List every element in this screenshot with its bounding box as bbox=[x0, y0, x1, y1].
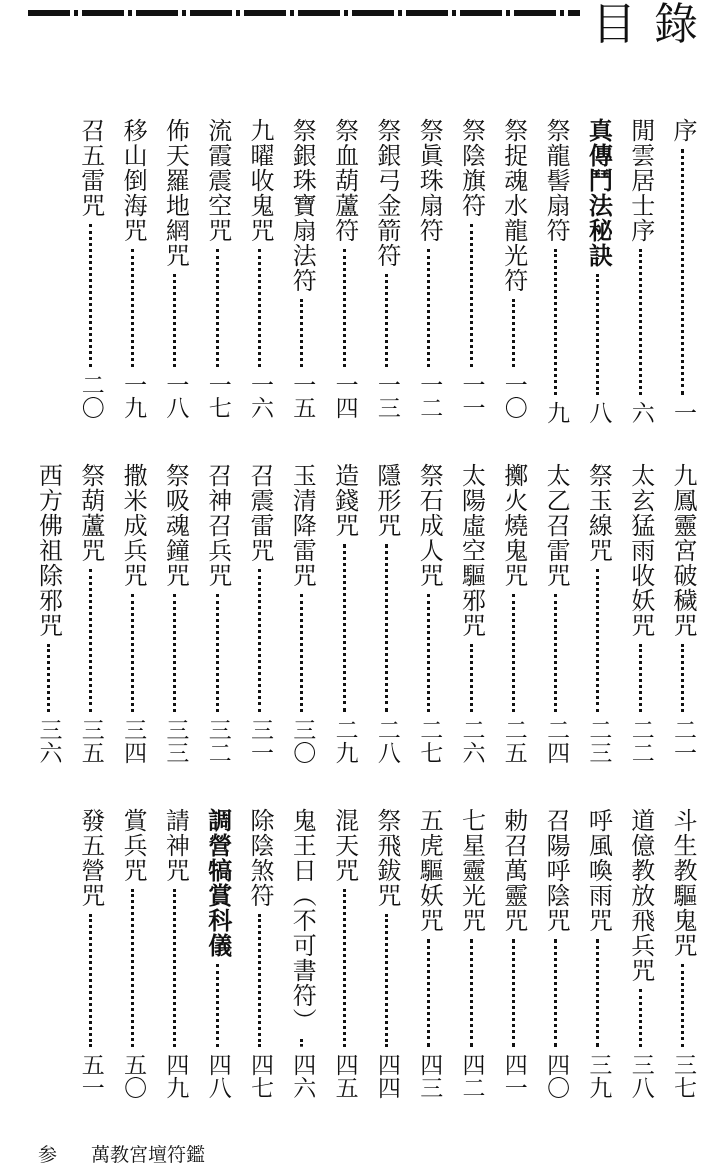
toc-entry bbox=[158, 118, 192, 435]
toc-entry-title: 七星靈光咒 bbox=[457, 808, 486, 933]
leader-dots bbox=[300, 1039, 303, 1047]
toc-entry bbox=[666, 808, 700, 1115]
toc-page-number: 三三 bbox=[162, 718, 189, 764]
toc-entry bbox=[116, 463, 150, 780]
toc-entry bbox=[497, 118, 531, 435]
toc-entry bbox=[328, 118, 362, 435]
toc-entry-title: 祭血葫蘆符 bbox=[330, 118, 359, 243]
toc-entry bbox=[539, 808, 573, 1115]
leader-dots bbox=[216, 964, 219, 1047]
toc-entry bbox=[285, 463, 319, 780]
toc-page-number: 二三 bbox=[585, 718, 612, 764]
leader-dots bbox=[131, 249, 134, 367]
toc-entry bbox=[285, 118, 319, 435]
leader-dots bbox=[173, 889, 176, 1047]
leader-dots bbox=[47, 644, 50, 712]
toc-entry-title: 祭陰旗符 bbox=[457, 118, 486, 218]
leader-dots bbox=[300, 299, 303, 367]
toc-page-number: 二四 bbox=[543, 718, 570, 764]
toc-entry-title: 祭石成人咒 bbox=[415, 463, 444, 588]
toc-entry bbox=[243, 463, 277, 780]
toc-entry bbox=[201, 118, 235, 435]
toc-page-number: 四〇 bbox=[543, 1053, 570, 1099]
toc-entry-title: 九曜收鬼咒 bbox=[246, 118, 274, 243]
toc-page-number: 三九 bbox=[585, 1053, 612, 1099]
toc-entry bbox=[116, 808, 150, 1115]
toc-page-number: 三五 bbox=[77, 718, 104, 764]
toc-entry bbox=[74, 808, 108, 1115]
toc-entry-title: 撒米成兵咒 bbox=[119, 463, 148, 588]
leader-dots bbox=[385, 544, 388, 712]
toc-entry-title: 祭銀珠寶扇法符 bbox=[288, 118, 317, 293]
toc-page-number: 一〇 bbox=[500, 373, 527, 419]
toc-entry bbox=[370, 463, 404, 780]
toc-entry bbox=[74, 118, 108, 435]
leader-dots bbox=[131, 889, 134, 1047]
toc-page-number: 二一 bbox=[670, 718, 696, 764]
toc-entry-title: 擲火燒鬼咒 bbox=[499, 463, 528, 588]
leader-dots bbox=[427, 939, 430, 1047]
leader-dots bbox=[343, 249, 346, 367]
toc-entry-title: 佈天羅地網咒 bbox=[161, 118, 190, 268]
toc-page-number: 一一 bbox=[458, 373, 485, 419]
toc-entry bbox=[455, 118, 489, 435]
toc-entry-title: 混天咒 bbox=[330, 808, 359, 883]
leader-dots bbox=[343, 544, 346, 712]
toc-page-number: 二五 bbox=[500, 718, 527, 764]
toc-page-number: 四六 bbox=[289, 1053, 316, 1099]
leader-dots bbox=[470, 224, 473, 367]
toc-page-number: 四七 bbox=[247, 1053, 273, 1099]
leader-dots bbox=[173, 274, 176, 367]
toc-page-number: 二九 bbox=[331, 718, 358, 764]
toc-entry-title: 鬼王日（不可書符） bbox=[288, 808, 317, 1033]
leader-dots bbox=[470, 939, 473, 1047]
toc-page-number: 一七 bbox=[204, 373, 231, 419]
toc-entry-title: 太乙召雷咒 bbox=[542, 463, 571, 588]
leader-dots bbox=[512, 939, 515, 1047]
toc-entry-title: 祭龍髻扇符 bbox=[542, 118, 571, 243]
leader-dots bbox=[89, 914, 92, 1047]
toc-page-number: 三二 bbox=[204, 718, 231, 764]
leader-dots bbox=[639, 644, 642, 712]
toc-entry-title: 隱形咒 bbox=[372, 463, 401, 538]
toc-entry-title: 呼風喚雨咒 bbox=[584, 808, 613, 933]
toc-entry bbox=[74, 463, 108, 780]
toc-page-number: 二八 bbox=[373, 718, 400, 764]
toc-entry bbox=[666, 118, 700, 435]
toc-page-number: 九 bbox=[543, 401, 570, 424]
toc-page-number: 四九 bbox=[162, 1053, 189, 1099]
toc-page-number: 三六 bbox=[35, 718, 62, 764]
leader-dots bbox=[89, 224, 92, 367]
toc-entry bbox=[412, 808, 446, 1115]
toc-entry bbox=[328, 463, 362, 780]
toc-page-number: 一三 bbox=[373, 373, 400, 419]
toc-entry-title: 召震雷咒 bbox=[246, 463, 274, 563]
footer bbox=[38, 1140, 205, 1167]
toc-page-number: 三四 bbox=[120, 718, 147, 764]
toc-entry bbox=[624, 808, 658, 1115]
leader-dots bbox=[554, 249, 557, 395]
toc-entry bbox=[581, 463, 615, 780]
toc-page-number: 四二 bbox=[458, 1053, 485, 1099]
toc-entry-title: 發五營咒 bbox=[76, 808, 105, 908]
toc-entry-title: 閒雲居士序 bbox=[626, 118, 655, 243]
toc-entry bbox=[243, 808, 277, 1115]
toc-entry bbox=[497, 808, 531, 1115]
toc-entry-title: 玉清降雷咒 bbox=[288, 463, 317, 588]
toc-entry-title: 造錢咒 bbox=[330, 463, 359, 538]
toc-page-number: 一九 bbox=[120, 373, 147, 419]
leader-dots bbox=[385, 274, 388, 367]
toc-page-number: 一五 bbox=[289, 373, 316, 419]
toc-entry bbox=[328, 808, 362, 1115]
toc-entry-title: 序 bbox=[669, 118, 697, 143]
toc-page-number: 一六 bbox=[247, 373, 273, 419]
toc-page-number: 二〇 bbox=[77, 373, 104, 419]
toc-entry-title: 祭眞珠扇符 bbox=[415, 118, 444, 243]
leader-dots bbox=[596, 274, 599, 395]
toc-page-number: 五〇 bbox=[120, 1053, 147, 1099]
footer-mark: 参 bbox=[38, 1144, 58, 1166]
leader-dots bbox=[554, 939, 557, 1047]
toc-page-number: 二六 bbox=[458, 718, 485, 764]
leader-dots bbox=[427, 249, 430, 367]
toc-entry-title: 勅召萬靈咒 bbox=[499, 808, 528, 933]
toc-entry-title: 斗生教驅鬼咒 bbox=[669, 808, 697, 958]
leader-dots bbox=[216, 249, 219, 367]
toc-entry bbox=[624, 118, 658, 435]
toc-page-number: 四四 bbox=[373, 1053, 400, 1099]
toc-entry-title: 召神召兵咒 bbox=[203, 463, 232, 588]
toc-entry-title: 賞兵咒 bbox=[119, 808, 148, 883]
leader-dots bbox=[596, 939, 599, 1047]
toc-entry-title: 祭捉魂水龍光符 bbox=[499, 118, 528, 293]
footer-book-title: 萬教宮壇符鑑 bbox=[91, 1144, 206, 1166]
leader-dots bbox=[554, 594, 557, 712]
toc-entry-title: 五虎驅妖咒 bbox=[415, 808, 444, 933]
toc-entry bbox=[158, 808, 192, 1115]
toc-section-heading: 真傳鬥法秘訣 bbox=[584, 118, 613, 268]
toc-entry-title: 流霞震空咒 bbox=[203, 118, 232, 243]
leader-dots bbox=[258, 914, 261, 1047]
leader-dots bbox=[596, 569, 599, 712]
toc-entry-title: 召陽呼陰咒 bbox=[542, 808, 571, 933]
toc-entry bbox=[666, 463, 700, 780]
toc-entry-title: 請神咒 bbox=[161, 808, 190, 883]
leader-dots bbox=[639, 989, 642, 1047]
toc-page-number: 三七 bbox=[670, 1053, 696, 1099]
leader-dots bbox=[639, 249, 642, 395]
toc-page-number: 二七 bbox=[416, 718, 443, 764]
leader-dots bbox=[216, 594, 219, 712]
toc-entry bbox=[201, 463, 235, 780]
toc-entry-title: 太陽虛空驅邪咒 bbox=[457, 463, 486, 638]
toc-entry-title: 太玄猛雨收妖咒 bbox=[626, 463, 655, 638]
toc-entry-title: 西方佛祖除邪咒 bbox=[34, 463, 63, 638]
toc-entry-title: 除陰煞符 bbox=[246, 808, 274, 908]
header-rule bbox=[28, 10, 580, 16]
toc-entry bbox=[370, 808, 404, 1115]
leader-dots bbox=[681, 149, 684, 395]
toc-entry-title: 道億教放飛兵咒 bbox=[626, 808, 655, 983]
toc-page-number: 四一 bbox=[500, 1053, 527, 1099]
toc-page-number: 一四 bbox=[331, 373, 358, 419]
toc-entry bbox=[412, 463, 446, 780]
toc-page-number: 一二 bbox=[416, 373, 443, 419]
leader-dots bbox=[89, 569, 92, 712]
leader-dots bbox=[512, 299, 515, 367]
toc-page-number: 三〇 bbox=[289, 718, 316, 764]
toc-entry-title: 祭葫蘆咒 bbox=[76, 463, 105, 563]
toc-page-number: 六 bbox=[627, 401, 654, 424]
toc-entry-title: 祭吸魂鐘咒 bbox=[161, 463, 190, 588]
toc-entry bbox=[624, 463, 658, 780]
toc-page-number: 三八 bbox=[627, 1053, 654, 1099]
toc-entry-title: 九鳳靈宮破穢咒 bbox=[669, 463, 697, 638]
leader-dots bbox=[512, 594, 515, 712]
page-title: 目錄 bbox=[592, 0, 716, 50]
toc-entry bbox=[116, 118, 150, 435]
toc-entry bbox=[539, 463, 573, 780]
leader-dots bbox=[427, 594, 430, 712]
toc-page-number: 五一 bbox=[77, 1053, 104, 1099]
toc-page-number: 四三 bbox=[416, 1053, 443, 1099]
toc-entry bbox=[581, 808, 615, 1115]
toc-page-number: 三一 bbox=[247, 718, 273, 764]
toc-entry bbox=[581, 118, 615, 435]
leader-dots bbox=[173, 594, 176, 712]
toc-entry bbox=[497, 463, 531, 780]
toc-entry bbox=[412, 118, 446, 435]
toc-entry bbox=[32, 463, 66, 780]
toc-entry bbox=[243, 118, 277, 435]
toc-entry bbox=[539, 118, 573, 435]
leader-dots bbox=[681, 644, 684, 712]
leader-dots bbox=[470, 644, 473, 712]
toc-entry bbox=[455, 463, 489, 780]
toc-page-number: 二二 bbox=[627, 718, 654, 764]
leader-dots bbox=[131, 594, 134, 712]
leader-dots bbox=[385, 914, 388, 1047]
leader-dots bbox=[343, 889, 346, 1047]
toc-entry bbox=[201, 808, 235, 1115]
toc-page-number: 四八 bbox=[204, 1053, 231, 1099]
toc-section-heading: 調營犒賞科儀 bbox=[203, 808, 232, 958]
toc-entry bbox=[158, 463, 192, 780]
toc-entry-title: 召五雷咒 bbox=[76, 118, 105, 218]
toc-entry-title: 祭飛鈸咒 bbox=[372, 808, 401, 908]
toc-entry-title: 祭銀弓金箭符 bbox=[372, 118, 401, 268]
leader-dots bbox=[258, 569, 261, 712]
toc-entry bbox=[285, 808, 319, 1115]
toc-page-number: 八 bbox=[585, 401, 612, 424]
toc-entry bbox=[455, 808, 489, 1115]
leader-dots bbox=[681, 964, 684, 1047]
toc-page-number: 一 bbox=[670, 401, 696, 424]
toc-page-number: 四五 bbox=[331, 1053, 358, 1099]
toc-entry-title: 移山倒海咒 bbox=[119, 118, 148, 243]
leader-dots bbox=[300, 594, 303, 712]
toc-entry-title: 祭玉線咒 bbox=[584, 463, 613, 563]
toc-entry bbox=[370, 118, 404, 435]
toc-page-number: 一八 bbox=[162, 373, 189, 419]
leader-dots bbox=[258, 249, 261, 367]
